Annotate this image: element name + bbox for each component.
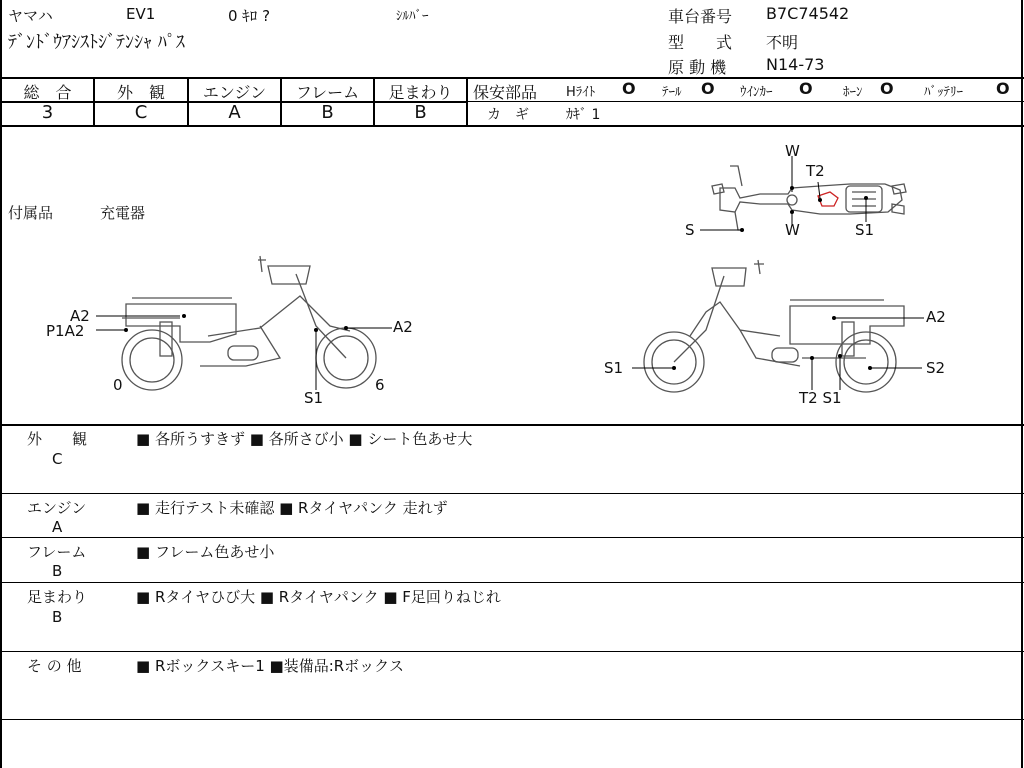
remark-grade: B	[52, 562, 63, 580]
remark-grade: C	[52, 450, 63, 468]
left-view-scooter	[122, 256, 376, 390]
engine-label: 原 動 機	[668, 58, 727, 77]
label-left-6: 6	[375, 376, 385, 394]
label-top-s1: S1	[855, 221, 875, 239]
model-code: EV1	[126, 5, 156, 23]
grade-value-suspension: B	[414, 102, 427, 123]
label-top-w1: W	[785, 142, 800, 160]
label-left-s1: S1	[304, 389, 324, 407]
grade-header-suspension: 足まわり	[388, 83, 453, 102]
accessories-label: 付属品	[8, 204, 54, 222]
remark-category: エンジン	[27, 499, 87, 517]
damage-diagram	[0, 126, 1024, 424]
remark-category: そ の 他	[27, 657, 82, 675]
safety-headlight-label: Hﾗｲﾄ	[566, 85, 596, 100]
label-left-a2-upper: A2	[70, 307, 90, 325]
safety-winker-label: ｳｲﾝｶｰ	[740, 85, 773, 100]
safety-horn-mark: O	[880, 79, 894, 98]
label-top-t2: T2	[806, 162, 825, 180]
remarks-line-2	[0, 537, 1024, 538]
remark-category: 足まわり	[27, 588, 88, 606]
remarks-top-line	[0, 424, 1024, 426]
engine-value: N14-73	[766, 55, 825, 74]
grid-line-top	[0, 77, 1024, 79]
grade-header-overall: 総 合	[23, 83, 72, 102]
remark-grade: B	[52, 608, 63, 626]
model-name: ﾃﾞﾝﾄﾞｳｱｼｽﾄｼﾞﾃﾝｼｬ ﾊﾟｽ	[8, 32, 185, 53]
accessories-value: 充電器	[100, 204, 146, 222]
label-top-s: S	[685, 221, 695, 239]
remark-text: ■ フレーム色あせ小	[136, 543, 275, 561]
safety-winker-mark: O	[799, 79, 813, 98]
remark-category: 外 観	[27, 430, 88, 448]
remark-grade: A	[52, 518, 63, 536]
grade-header-engine: エンジン	[202, 83, 267, 102]
safety-horn-label: ﾎｰﾝ	[843, 85, 863, 100]
label-right-t2s1: T2 S1	[799, 389, 842, 407]
safety-headlight-mark: O	[622, 79, 636, 98]
grade-value-overall: 3	[41, 102, 54, 123]
label-top-w2: W	[785, 221, 800, 239]
remarks-line-5	[0, 719, 1024, 720]
remarks-line-3	[0, 582, 1024, 583]
label-right-s1: S1	[604, 359, 624, 377]
safety-title: 保安部品	[473, 83, 538, 102]
grade-value-engine: A	[228, 102, 241, 123]
label-left-0: 0	[113, 376, 123, 394]
color: ｼﾙﾊﾞｰ	[396, 9, 429, 24]
grid-col-5	[466, 77, 468, 126]
chassis-value: B7C74542	[766, 4, 850, 23]
label-left-a2-right: A2	[393, 318, 413, 336]
label-right-s2: S2	[926, 359, 946, 377]
remark-text: ■ Rボックスキー1 ■装備品:Rボックス	[136, 657, 405, 675]
maker: ヤマハ	[8, 7, 53, 25]
grade-value-exterior: C	[134, 102, 148, 123]
remarks-line-4	[0, 651, 1024, 652]
type-label: 型 式	[668, 33, 733, 52]
safety-tail-label: ﾃｰﾙ	[662, 85, 682, 100]
remark-text: ■ 各所うすきず ■ 各所さび小 ■ シート色あせ大	[136, 430, 473, 448]
remarks-line-1	[0, 493, 1024, 494]
remark-category: フレーム	[27, 543, 87, 561]
mileage: 0 ｷﾛ ?	[228, 7, 271, 25]
remark-text: ■ 走行テスト未確認 ■ Rタイヤパンク 走れず	[136, 499, 448, 517]
type-value: 不明	[766, 33, 799, 52]
right-view-scooter	[644, 260, 904, 392]
safety-tail-mark: O	[701, 79, 715, 98]
safety-battery-mark: O	[996, 79, 1010, 98]
label-left-p1a2: P1A2	[46, 322, 85, 340]
grid-line-mid-right	[466, 101, 1024, 102]
key-label: カ ギ	[487, 107, 529, 123]
chassis-label: 車台番号	[668, 7, 733, 26]
grade-value-frame: B	[321, 102, 334, 123]
label-right-a2: A2	[926, 308, 946, 326]
key-value: ｶｷﾞ 1	[566, 107, 601, 123]
grade-header-frame: フレーム	[295, 83, 360, 102]
remark-text: ■ Rタイヤひび大 ■ Rタイヤパンク ■ F足回りねじれ	[136, 588, 501, 606]
grade-header-exterior: 外 観	[116, 83, 165, 102]
safety-battery-label: ﾊﾞｯﾃﾘｰ	[924, 85, 963, 100]
